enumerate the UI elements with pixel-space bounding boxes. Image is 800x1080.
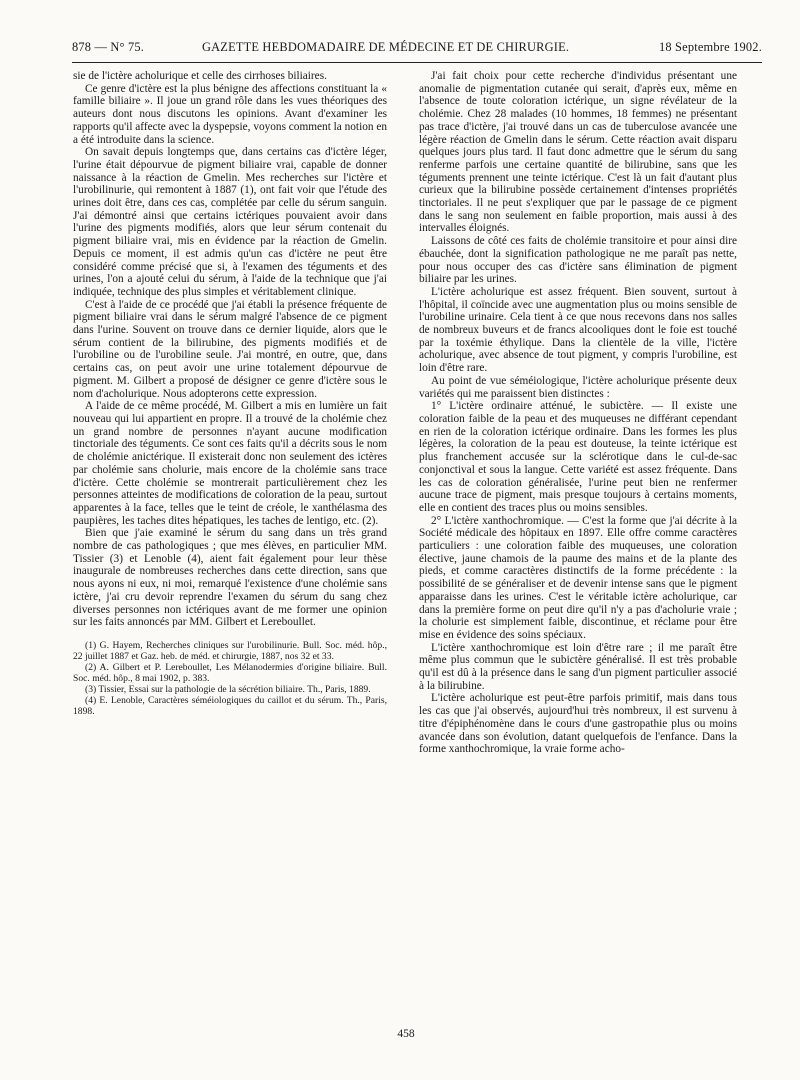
running-header bbox=[72, 40, 762, 60]
paragraph: On savait depuis longtemps que, dans certains cas d'ictère léger, l'urine était dépourvue de pigment biliaire vrai, capable de donner naissance à la réaction de Gmelin. Mes recherches sur l'ictère et l'urobilinurie, qui remontent à 1887 (1), ont fait voir que l'étude des urines doit être, dans ces cas, complétée par celle du sérum sanguin. J'ai démontré ainsi que certains ictériques pouvaient avoir dans l'urine des pigments modifiés, alors que leur sérum contenait du pigment biliaire vrai, mis en évidence par la réaction de Gmelin. Depuis ce moment, il est admis qu'un cas d'ictère ne peut être considéré comme précisé que si, à l'examen des téguments et des urines, l'on a ajouté celui du sérum, à l'aide de la technique que j'ai indiquée, technique des plus simples et véritablement clinique. bbox=[73, 146, 387, 298]
header-page-issue: 878 — N° 75. bbox=[72, 40, 145, 54]
paragraph: Ce genre d'ictère est la plus bénigne des affections constituant la « famille biliaire ». Il joue un grand rôle dans les vues théoriques des auteurs dont nous discutons les opinions. Avant d'examiner les rapports qu'il affecte avec la dyspepsie, voyons comment la notion en a été introduite dans la science. bbox=[73, 82, 387, 146]
page-number: 458 bbox=[397, 1028, 415, 1040]
footnote: (1) G. Hayem, Recherches cliniques sur l'urobilinurie. Bull. Soc. méd. hôp., 22 juillet 1887 et Gaz. heb. de méd. et chirurgie, 1887, nos 32 et 33. bbox=[73, 639, 387, 662]
paragraph: J'ai fait choix pour cette recherche d'individus présentant une anomalie de pigmentation cutanée qui serait, d'après eux, même en l'absence de toute coloration ictérique, un signe révélateur de la cholémie. Chez 28 malades (10 hommes, 18 femmes) ne présentant pas trace d'ictère, j'ai trouvé dans un cas de tuberculose avancée une légère réaction de Gmelin dans le sérum. Cette réaction avait disparu quelques jours plus tard. Il faut donc admettre que le sérum du sang renferme parfois une certaine quantité de bilirubine, sans que les téguments prennent une teinte ictérique. C'est là un fait d'autant plus curieux que la bilirubine possède certainement d'intenses propriétés tinctoriales. Il ne peut s'expliquer que par le passage de ce pigment dans le sang non seulement en faible proportion, mais aussi à des intervalles éloignés. bbox=[419, 70, 737, 235]
right-column bbox=[419, 70, 737, 756]
paragraph: L'ictère xanthochromique est loin d'être rare ; il me paraît être même plus commun que le subictère généralisé. Il est très probable qu'il est dû à la présence dans le sang d'un pigment particulier associé à la bilirubine. bbox=[419, 641, 737, 692]
left-column bbox=[73, 70, 387, 717]
paragraph: sie de l'ictère acholurique et celle des cirrhoses biliaires. bbox=[73, 70, 327, 82]
paragraph: 2° L'ictère xanthochromique. — C'est la forme que j'ai décrite à la Société médicale des hôpitaux en 1897. Elle offre comme caractères particuliers : une coloration faible des muqueuses, une coloration élective, jaune chamois de la paume des mains et de la plante des pieds, et comme caractères distinctifs de la forme précédente : la possibilité de se généraliser et de devenir intense sans que le pigment apparaisse dans les urines. C'est le véritable ictère acholurique, car dans la première forme on peut dire qu'il n'y a pas d'acholurie vraie ; la cholurie est simplement faible, discontinue, et réclame pour être mise en évidence des soins spéciaux. bbox=[419, 514, 737, 641]
paragraph: A l'aide de ce même procédé, M. Gilbert a mis en lumière un fait nouveau qui lui appartient en propre. Il a trouvé de la cholémie chez un grand nombre de personnes n'ayant aucune modification tinctoriale des téguments. Ce sont ces faits qu'il a décrits sous le nom de cholémie anictérique. Il existerait donc non seulement des ictères par cholémie sans cholurie, mais encore de la cholémie sans trace d'ictère. Cette cholémie se montrerait particulièrement chez les personnes atteintes de modifications de coloration de la peau, surtout apparentes à la face, telles que le teint de créole, le xanthélasma des paupières, les taches dites hépatiques, les taches de lentigo, etc. (2). bbox=[73, 400, 387, 527]
paragraph: C'est à l'aide de ce procédé que j'ai établi la présence fréquente de pigment biliaire vrai dans le sérum malgré l'absence de ce pigment dans l'urine. Souvent on trouve dans ce dernier liquide, alors que le sérum contient de la bilirubine, des pigments modifiés et de l'urobiline ou de l'urobiline seule. J'ai montré, en outre, que, dans certains cas, on peut avoir une urine totalement dépourvue de pigment. M. Gilbert a proposé de désigner ce genre d'ictère sous le nom d'acholurique. Nous adopterons cette expression. bbox=[73, 298, 387, 400]
header-date: 18 Septembre 1902. bbox=[658, 40, 762, 54]
paragraph: Au point de vue séméiologique, l'ictère acholurique présente deux variétés qui me paraissent bien distinctes : bbox=[419, 374, 737, 400]
footnote: (4) E. Lenoble, Caractères séméiologiques du caillot et du sérum. Th., Paris, 1898. bbox=[73, 694, 387, 717]
paragraph: L'ictère acholurique est assez fréquent. Bien souvent, surtout à l'hôpital, il coïncide avec une augmentation plus ou moins sensible de l'urobiline urinaire. Cela tient à ce que nous recevons dans nos salles de nombreux buveurs et de francs alcooliques dont le foie est touché par la toxémie éthylique. Dans la clientèle de la ville, l'ictère acholurique, avec absence de tout pigment, y compris l'urobiline, est loin d'être rare. bbox=[419, 285, 737, 375]
paragraph: 1° L'ictère ordinaire atténué, le subictère. — Il existe une coloration faible de la peau et des muqueuses ne différant cependant en rien de la coloration ictérique ordinaire. Dans les formes les plus légères, la coloration de la peau est douteuse, la teinte ictérique est plus franchement accusée sur la sclérotique dans le cul-de-sac conjonctival et sous la langue. Cette variété est assez fréquente. Dans les cas de coloration généralisée, l'urine peut bien ne renfermer aucune trace de pigment, mais presque toujours à certains moments, elle en contient des traces plus ou moins sensibles. bbox=[419, 400, 737, 514]
paragraph: Laissons de côté ces faits de cholémie transitoire et pour ainsi dire ébauchée, dont la signification pathologique ne me paraît pas nette, pour nous occuper des cas d'ictère sans élimination de pigment biliaire par les urines. bbox=[419, 235, 737, 286]
header-rule bbox=[72, 62, 762, 63]
paragraph: Bien que j'aie examiné le sérum du sang dans un très grand nombre de cas pathologiques ; que mes élèves, en particulier MM. Tissier (3) et Lenoble (4), aient fait également pour leur thèse inaugurale de nombreuses recherches dans cette direction, sans que nous ayons ni eux, ni moi, remarqué l'existence d'une cholémie sans ictère, j'ai cru devoir reprendre l'examen du sérum du sang chez diverses personnes non ictériques avant de me former une opinion sur les faits annoncés par MM. Gilbert et Lereboullet. bbox=[73, 527, 387, 629]
footnote: (3) Tissier, Essai sur la pathologie de la sécrétion biliaire. Th., Paris, 1889. bbox=[85, 683, 371, 695]
footnote: (2) A. Gilbert et P. Lereboullet, Les Mélanodermies d'origine biliaire. Bull. Soc. méd. hôp., 8 mai 1902, p. 383. bbox=[73, 661, 387, 684]
header-journal-title: GAZETTE HEBDOMADAIRE DE MÉDECINE ET DE CHIRURGIE. bbox=[202, 40, 570, 54]
footnotes bbox=[73, 640, 387, 717]
paragraph: L'ictère acholurique est peut-être parfois primitif, mais dans tous les cas que j'ai observés, aujourd'hui très nombreux, il est survenu à titre d'épiphénomène dans le cours d'une gastropathie plus ou moins avancée dans son évolution, datant quelquefois de l'enfance. Dans la forme xanthochromique, la vraie forme acho- bbox=[419, 692, 737, 756]
